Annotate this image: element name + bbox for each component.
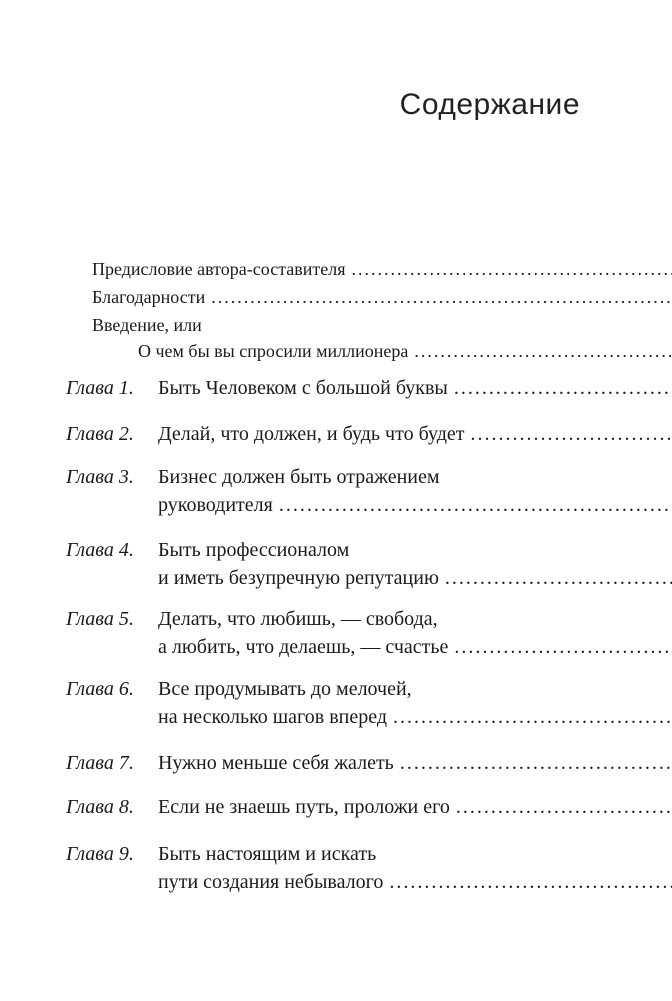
toc-entry-title: Введение, или [92, 315, 202, 335]
toc-entry-chapter-4[interactable] [66, 536, 580, 592]
toc-entry-chapter-1[interactable] [66, 374, 580, 402]
toc-entry-chapter-2[interactable] [66, 420, 580, 448]
toc-entry-chapter-6[interactable] [66, 675, 580, 731]
chapter-label: Глава 9. [66, 843, 134, 865]
toc-entry-chapter-5[interactable] [66, 605, 580, 661]
leader-dots [454, 633, 672, 661]
leader-dots [445, 564, 672, 592]
toc-entry-title-cont: О чем бы вы спросили миллионера [138, 341, 409, 361]
toc-entry-title: Нужно меньше себя жалеть [158, 752, 394, 774]
leader-dots [352, 256, 672, 282]
toc-entry-title-cont: пути создания небывалого [158, 871, 384, 893]
chapter-label: Глава 8. [66, 796, 134, 818]
toc-entry-title-cont: на несколько шагов вперед [158, 706, 388, 728]
toc-entry-title-cont: руководителя [158, 494, 273, 516]
toc-entry-introduction[interactable] [92, 312, 580, 364]
toc-entry-title: Делать, что любишь, — свобода, [158, 608, 438, 630]
toc-entry-chapter-7[interactable] [66, 749, 580, 777]
leader-dots [389, 868, 672, 896]
leader-dots [414, 338, 672, 364]
leader-dots [454, 374, 672, 402]
toc-entry-title: Быть Человеком с большой буквы [158, 377, 448, 399]
toc-entry-chapter-3[interactable] [66, 463, 580, 519]
chapter-label: Глава 6. [66, 678, 134, 700]
leader-dots [456, 793, 672, 821]
toc-entry-title-cont: а любить, что делаешь, — счастье [158, 636, 449, 658]
toc-entry-preface[interactable] [92, 256, 580, 282]
page-title: Содержание [399, 88, 580, 121]
chapter-label: Глава 1. [66, 377, 134, 399]
toc-entry-title: Быть профессионалом [158, 539, 350, 561]
toc-entry-title: Бизнес должен быть отражением [158, 466, 440, 488]
toc-entry-title-cont: и иметь безупречную репутацию [158, 567, 439, 589]
toc-entry-chapter-9[interactable] [66, 840, 580, 896]
toc-entry-title: Благодарности [92, 287, 206, 307]
toc-entry-title: Предисловие автора-составителя [92, 259, 346, 279]
chapter-label: Глава 5. [66, 608, 134, 630]
leader-dots [211, 284, 672, 310]
toc-entry-chapter-8[interactable] [66, 793, 580, 821]
leader-dots [279, 491, 672, 519]
toc-entry-title: Все продумывать до мелочей, [158, 678, 412, 700]
chapter-label: Глава 2. [66, 423, 134, 445]
leader-dots [393, 703, 672, 731]
toc-entry-title: Делай, что должен, и будь что будет [158, 423, 465, 445]
toc-entry-acknowledgements[interactable] [92, 284, 580, 310]
leader-dots [400, 749, 672, 777]
toc-entry-title: Быть настоящим и искать [158, 843, 377, 865]
chapter-label: Глава 3. [66, 466, 134, 488]
leader-dots [471, 420, 672, 448]
toc-entry-title: Если не знаешь путь, проложи его [158, 796, 450, 818]
chapter-label: Глава 7. [66, 752, 134, 774]
chapter-label: Глава 4. [66, 539, 134, 561]
